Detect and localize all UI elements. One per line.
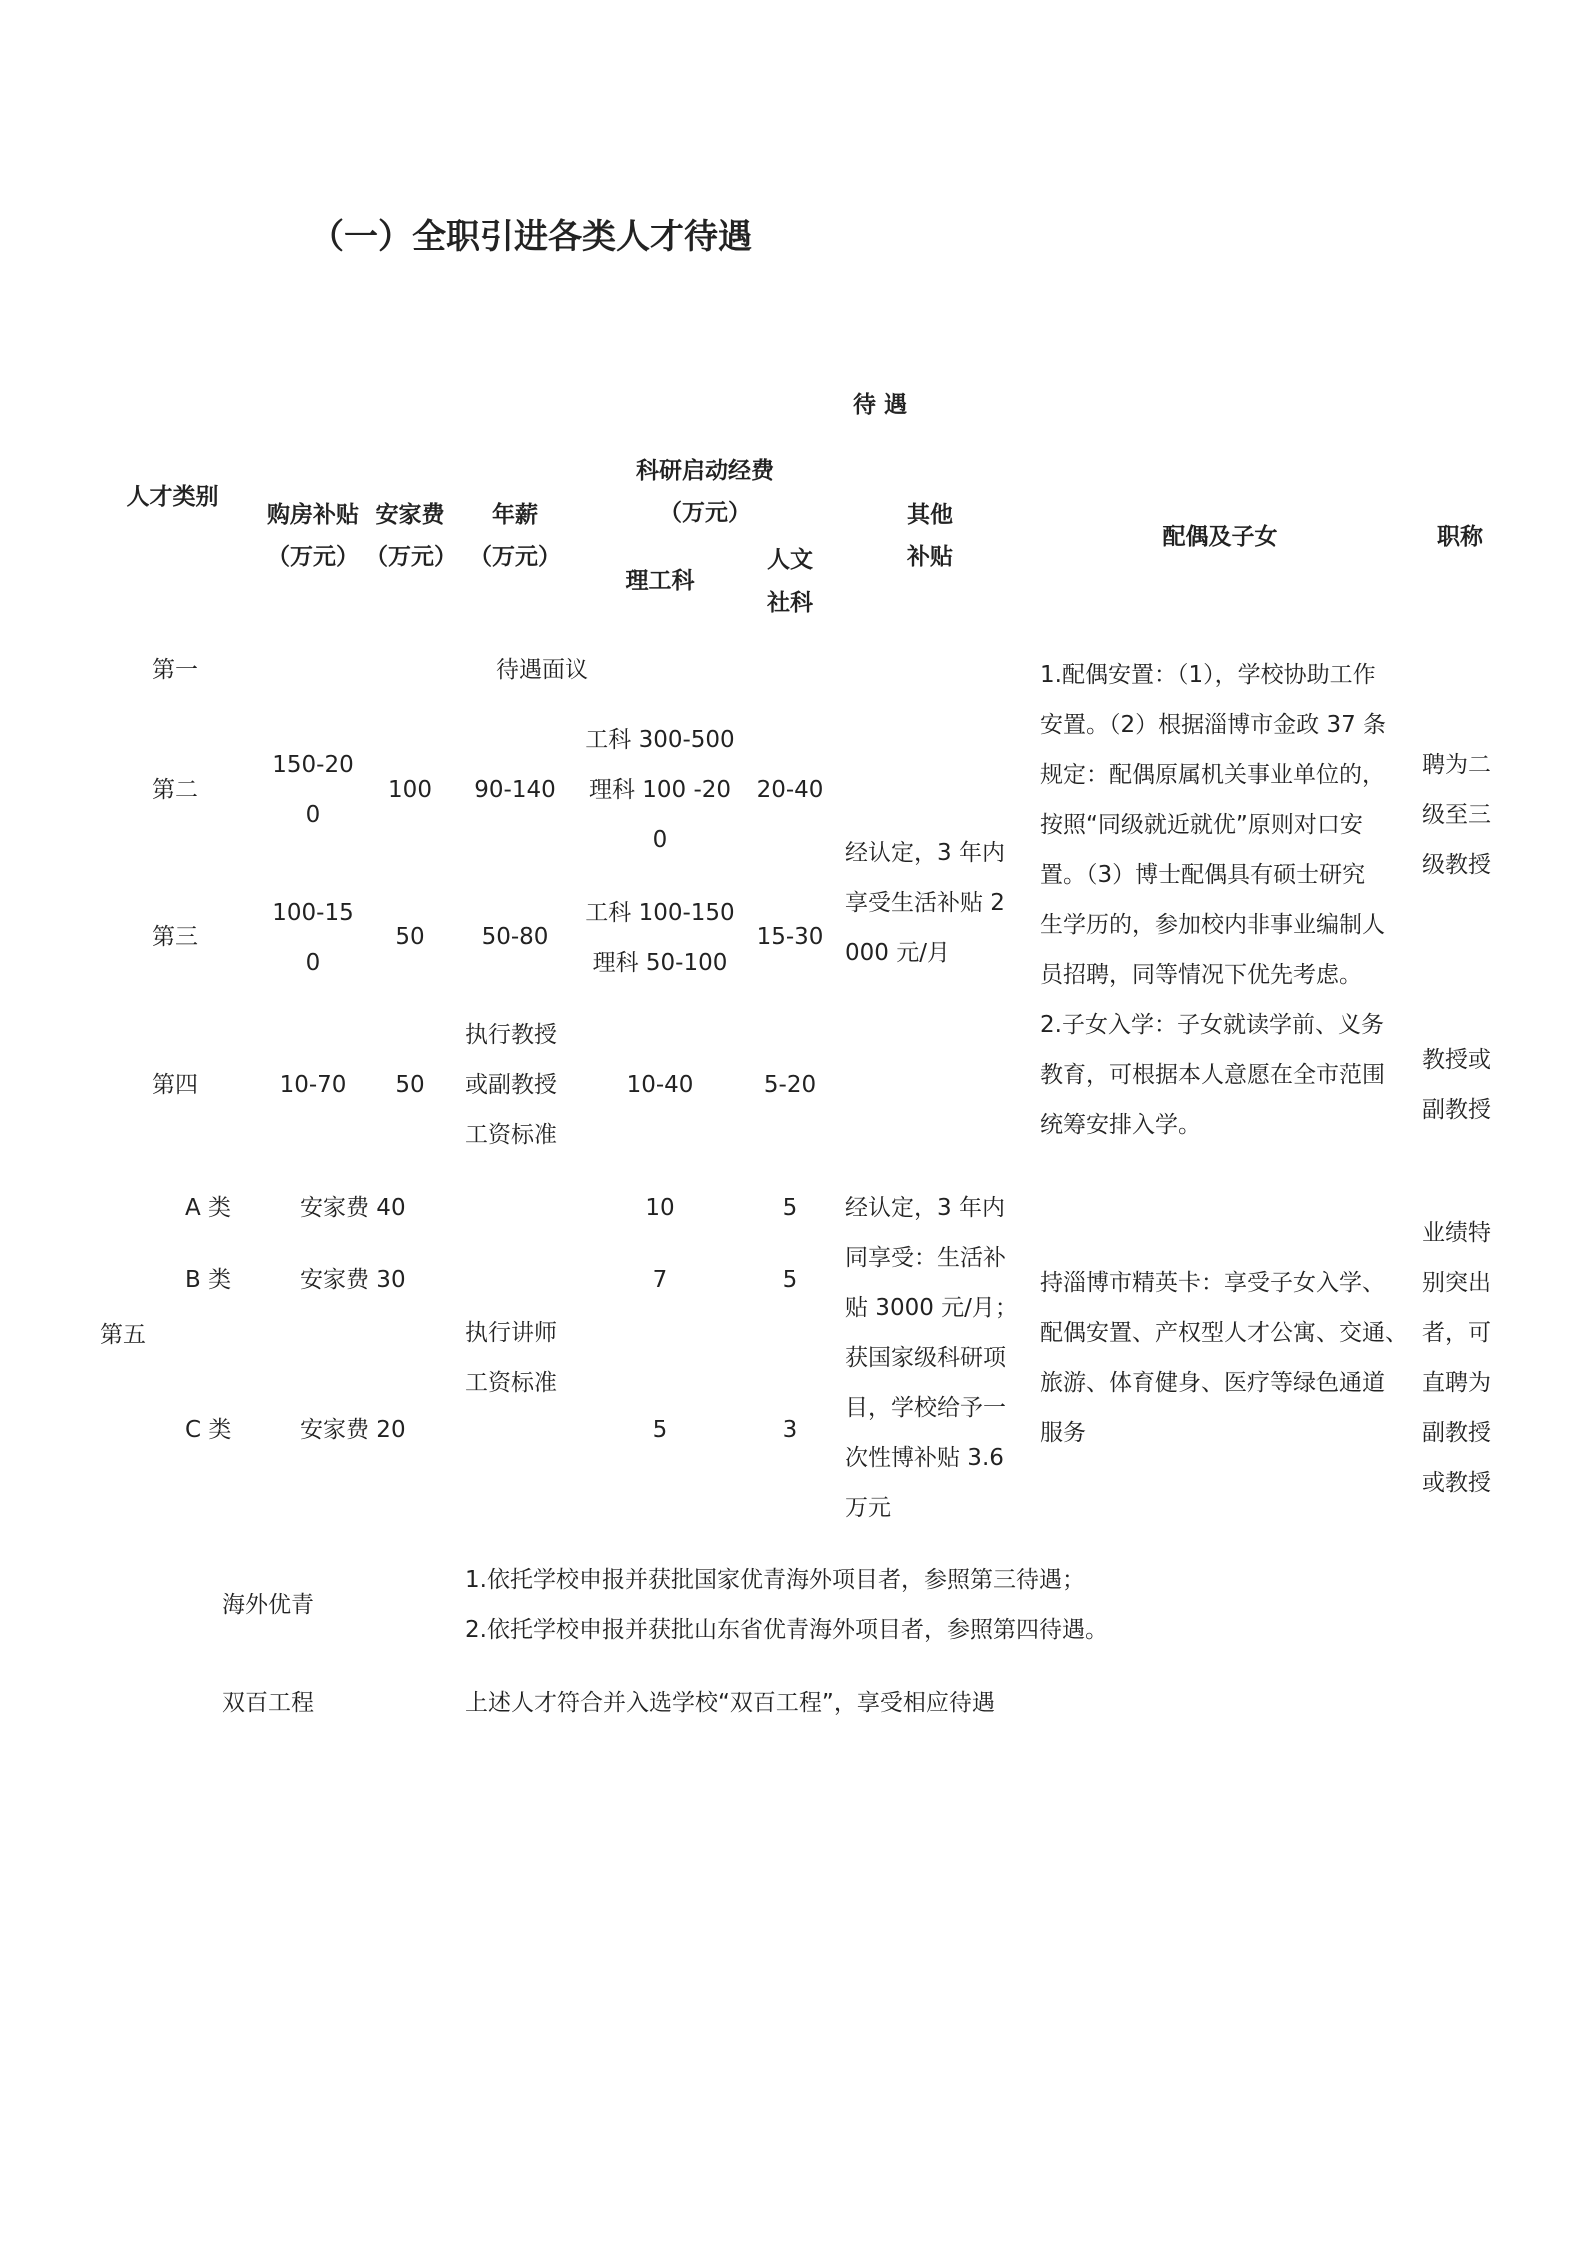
double-hundred-label: 双百工程 [222, 1690, 314, 1716]
rank-2-3-line2: 级至三 [1422, 802, 1491, 828]
header-salary: 年薪 [492, 502, 538, 528]
row-fifth-label: 第五 [100, 1322, 146, 1348]
rank-4-line1: 教授或 [1422, 1047, 1491, 1073]
row-fifth-salary: 执行讲师 [465, 1320, 557, 1346]
header-humanities: 人文 [767, 547, 813, 573]
row-fifth-b-sci: 7 [652, 1267, 668, 1293]
row-fifth-rank-line6: 或教授 [1422, 1470, 1491, 1496]
spouse-1-4-line2: 安置。（2）根据淄博市金政 37 条 [1040, 712, 1387, 738]
row-fifth-other-line7: 万元 [845, 1495, 891, 1521]
row-second-sci-2: 理科 100 -20 [588, 777, 732, 803]
row-third-house-2: 0 [305, 950, 321, 976]
row-second-sci: 工科 300-500 [585, 727, 735, 753]
rank-4-line2: 副教授 [1422, 1097, 1491, 1123]
row-fifth-rank-line3: 者，可 [1422, 1320, 1491, 1346]
row-fourth-settle: 50 [395, 1072, 425, 1098]
row-fifth-other-line2: 同享受：生活补 [845, 1245, 1006, 1271]
header-other-subsidy-2: 补贴 [907, 544, 953, 570]
spouse-1-4-line8: 2.子女入学：子女就读学前、义务 [1040, 1012, 1384, 1038]
row-fourth-salary: 执行教授 [465, 1022, 557, 1048]
row-fourth-salary-2: 或副教授 [465, 1072, 557, 1098]
header-house-subsidy-unit: （万元） [267, 544, 359, 570]
row-fifth-other-line5: 目，学校给予一 [845, 1395, 1006, 1421]
row-fifth-spouse-line2: 配偶安置、产权型人才公寓、交通、 [1040, 1320, 1408, 1346]
row-second-settle: 100 [388, 777, 432, 803]
row-fifth-b-settle: 安家费 30 [300, 1267, 406, 1293]
row-fifth-rank-line5: 副教授 [1422, 1420, 1491, 1446]
header-settle-fee: 安家费 [375, 502, 445, 528]
overseas-line2: 2.依托学校申报并获批山东省优青海外项目者，参照第四待遇。 [465, 1617, 1108, 1643]
header-settle-fee-unit: （万元） [365, 544, 457, 570]
row-second-salary: 90-140 [474, 777, 556, 803]
row-fourth-salary-3: 工资标准 [465, 1122, 557, 1148]
row-second-house-2: 0 [305, 802, 321, 828]
row-second-sci-3: 0 [652, 827, 668, 853]
row-fifth-a-settle: 安家费 40 [300, 1195, 406, 1221]
header-spouse-children: 配偶及子女 [1162, 524, 1278, 550]
spouse-1-4-line6: 生学历的，参加校内非事业编制人 [1040, 912, 1385, 938]
other-subsidy-1-4-line3: 000 元/月 [845, 940, 950, 966]
spouse-1-4-line5: 置。（3）博士配偶具有硕士研究 [1040, 862, 1366, 888]
overseas-label: 海外优青 [222, 1592, 314, 1618]
row-fifth-c-settle: 安家费 20 [300, 1417, 406, 1443]
row-fifth-other-line6: 次性博补贴 3.6 [845, 1445, 1004, 1471]
row-fourth-house: 10-70 [279, 1072, 347, 1098]
header-research-funds-unit: （万元） [659, 500, 751, 526]
row-second-house: 150-20 [272, 752, 354, 778]
spouse-1-4-line1: 1.配偶安置：（1），学校协助工作 [1040, 662, 1376, 688]
spouse-1-4-line4: 按照“同级就近就优”原则对口安 [1040, 812, 1363, 838]
row-third-salary: 50-80 [481, 924, 549, 950]
row-second-label: 第二 [152, 777, 198, 803]
row-fifth-rank-line1: 业绩特 [1422, 1220, 1491, 1246]
row-third-label: 第三 [152, 924, 198, 950]
row-fifth-a-sci: 10 [645, 1195, 675, 1221]
row-fifth-other-line4: 获国家级科研项 [845, 1345, 1006, 1371]
row-first-treatment: 待遇面议 [496, 657, 588, 683]
spouse-1-4-line10: 统筹安排入学。 [1040, 1112, 1201, 1138]
row-fifth-c-label: C 类 [185, 1417, 232, 1443]
row-fifth-c-hum: 3 [782, 1417, 798, 1443]
row-fourth-hum: 5-20 [763, 1072, 817, 1098]
row-fifth-spouse-line3: 旅游、体育健身、医疗等绿色通道 [1040, 1370, 1385, 1396]
row-fifth-other-line3: 贴 3000 元/月； [845, 1295, 1018, 1321]
header-humanities-2: 社科 [767, 590, 813, 616]
header-title-rank: 职称 [1437, 524, 1483, 550]
page-title: （一）全职引进各类人才待遇 [310, 217, 752, 257]
row-fifth-other-line1: 经认定，3 年内 [845, 1195, 1005, 1221]
row-fifth-b-hum: 5 [782, 1267, 798, 1293]
row-third-sci-2: 理科 50-100 [592, 950, 728, 976]
overseas-line1: 1.依托学校申报并获批国家优青海外项目者，参照第三待遇； [465, 1567, 1085, 1593]
row-first-label: 第一 [152, 657, 198, 683]
rank-2-3-line3: 级教授 [1422, 852, 1491, 878]
header-salary-unit: （万元） [469, 544, 561, 570]
row-fourth-sci: 10-40 [626, 1072, 694, 1098]
row-fifth-a-hum: 5 [782, 1195, 798, 1221]
header-treatment: 待 遇 [852, 392, 907, 418]
rank-2-3-line1: 聘为二 [1422, 752, 1491, 778]
row-fifth-spouse-line4: 服务 [1040, 1420, 1086, 1446]
row-second-hum: 20-40 [756, 777, 824, 803]
row-third-house: 100-15 [272, 900, 354, 926]
double-hundred-text: 上述人才符合并入选学校“双百工程”，享受相应待遇 [465, 1690, 995, 1716]
row-fifth-a-label: A 类 [185, 1195, 232, 1221]
row-third-settle: 50 [395, 924, 425, 950]
spouse-1-4-line7: 员招聘，同等情况下优先考虑。 [1040, 962, 1362, 988]
row-fifth-b-label: B 类 [185, 1267, 232, 1293]
header-house-subsidy: 购房补贴 [267, 502, 359, 528]
other-subsidy-1-4-line1: 经认定，3 年内 [845, 840, 1005, 866]
spouse-1-4-line3: 规定：配偶原属机关事业单位的， [1040, 762, 1385, 788]
other-subsidy-1-4-line2: 享受生活补贴 2 [845, 890, 1005, 916]
row-fifth-rank-line2: 别突出 [1422, 1270, 1491, 1296]
row-third-hum: 15-30 [756, 924, 824, 950]
row-fifth-salary-2: 工资标准 [465, 1370, 557, 1396]
header-research-funds: 科研启动经费 [636, 458, 774, 484]
row-fourth-label: 第四 [152, 1072, 198, 1098]
header-talent-category: 人才类别 [126, 484, 219, 510]
row-fifth-rank-line4: 直聘为 [1422, 1370, 1491, 1396]
header-other-subsidy: 其他 [907, 502, 953, 528]
header-science-engineering: 理工科 [625, 568, 695, 594]
row-fifth-spouse-line1: 持淄博市精英卡：享受子女入学、 [1040, 1270, 1385, 1296]
spouse-1-4-line9: 教育，可根据本人意愿在全市范围 [1040, 1062, 1385, 1088]
row-third-sci: 工科 100-150 [585, 900, 735, 926]
row-fifth-c-sci: 5 [652, 1417, 668, 1443]
